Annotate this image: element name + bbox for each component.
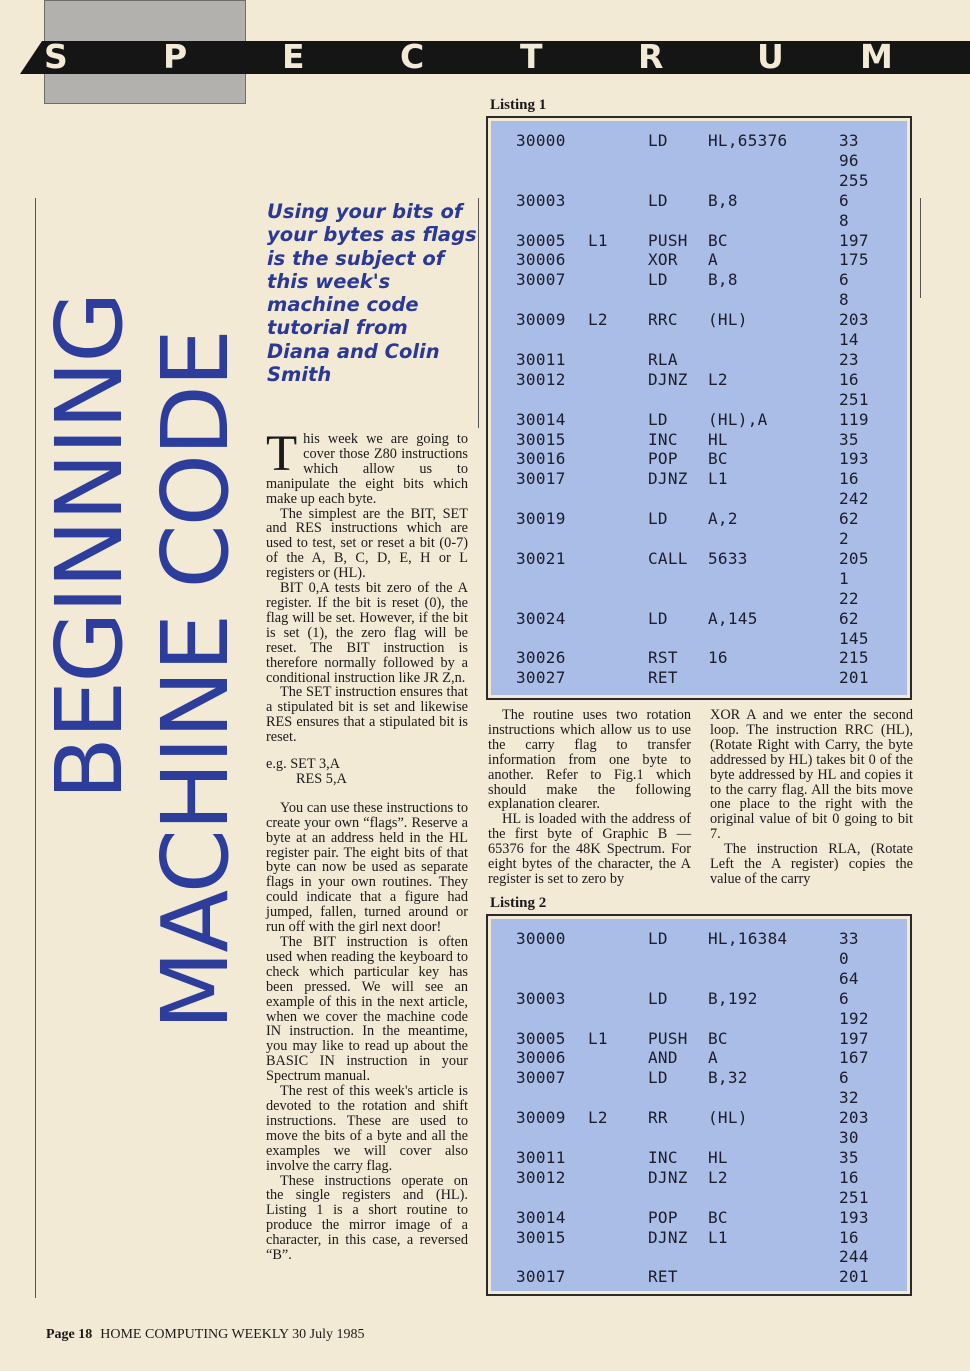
listing-byte: 244: [839, 1247, 869, 1267]
listing-byte: 192: [839, 1008, 869, 1028]
listing-operand: HL,65376: [708, 131, 788, 150]
listing-operand: L2: [708, 1167, 728, 1187]
listing-address: 30026: [516, 648, 566, 668]
listing-byte: 62: [839, 509, 859, 529]
listing-byte: 197: [839, 230, 869, 250]
listing-address: 30021: [516, 548, 566, 568]
banner-letter: T: [520, 37, 543, 76]
listing-byte: 197: [839, 1028, 869, 1048]
listing1-frame: [486, 116, 912, 700]
listing-byte: 1: [839, 568, 849, 588]
listing-byte: 62: [839, 608, 859, 628]
listing-address: 30006: [516, 1048, 566, 1068]
title-beginning: BEGINNING: [36, 293, 143, 800]
listing2-frame: [486, 914, 912, 1296]
listing-byte: 96: [839, 150, 859, 170]
listing-opcode: LD: [648, 988, 668, 1008]
listing-operand: B,192: [708, 988, 758, 1008]
banner-letter: E: [282, 37, 305, 76]
article-paragraph: The SET instruction ensures that a stipulated bit is set and likewise RES ensures that a stipulated bit is reset.: [266, 684, 468, 746]
listing-label: L1: [588, 1028, 608, 1048]
intro-line: Using your bits of: [267, 200, 463, 223]
listing-byte: 8: [839, 290, 849, 310]
banner-letter: R: [638, 37, 664, 76]
intro-line: is the subject of: [267, 246, 445, 270]
listing-address: 30011: [516, 1147, 566, 1167]
listing-opcode: RR: [648, 1108, 668, 1128]
listing-byte: 251: [839, 389, 869, 409]
column-rule: [478, 198, 479, 428]
listing-byte: 215: [839, 648, 869, 668]
listing-opcode: DJNZ: [648, 469, 688, 489]
listing-operand: BC: [708, 1207, 728, 1227]
listing-byte: 6: [839, 988, 849, 1008]
listing-opcode: PUSH: [648, 1028, 688, 1048]
listing-byte: 33: [839, 929, 859, 948]
listing-label: L2: [588, 310, 608, 330]
intro-line: this week's: [267, 269, 391, 293]
listing-address: 30019: [516, 509, 566, 529]
listing1-box: [491, 121, 907, 695]
middle-right-column: [710, 708, 913, 887]
listing-byte: 175: [839, 250, 869, 270]
listing-byte: 145: [839, 628, 869, 648]
listing-byte: 203: [839, 310, 869, 330]
listing-byte: 22: [839, 588, 859, 608]
banner-letter: U: [757, 37, 784, 76]
article-paragraph: These instructions operate on the single registers and (HL). Listing 1 is a short routine to produce the mirror image of a character, in this case, a reversed “B”.: [266, 1172, 468, 1264]
listing-byte: 201: [839, 1267, 869, 1287]
listing-byte: 30: [839, 1128, 859, 1147]
listing-address: 30003: [516, 190, 566, 210]
listing-address: 30015: [516, 1227, 566, 1247]
example-line: RES 5,A: [296, 770, 347, 787]
listing-address: 30007: [516, 1068, 566, 1088]
listing1-title: Listing 1: [490, 97, 547, 113]
listing-label: L1: [588, 230, 608, 250]
listing-opcode: LD: [648, 929, 668, 948]
listing-byte: 203: [839, 1108, 869, 1128]
listing-address: 30027: [516, 668, 566, 688]
right-margin-rule: [920, 198, 921, 298]
listing-address: 30017: [516, 469, 566, 489]
intro-standfirst: [267, 200, 477, 387]
listing-operand: B,8: [708, 190, 738, 210]
listing-operand: A: [708, 250, 718, 270]
article-paragraph: XOR A and we enter the second loop. The instruction RRC (HL), (Rotate Right with Carry, the byte addressed by HL) takes bit 0 of the byte addressed by HL and copies it to the carry flag. All the bits move one place to the right with the original value of bit 0 going to bit 7.: [710, 707, 913, 843]
listing-opcode: LD: [648, 190, 668, 210]
listing-byte: 193: [839, 449, 869, 469]
listing-opcode: XOR: [648, 250, 678, 270]
listing-opcode: LD: [648, 131, 668, 150]
article-column: [266, 426, 468, 1264]
listing2-title: Listing 2: [490, 895, 547, 911]
listing-byte: 6: [839, 1068, 849, 1088]
listing-address: 30005: [516, 1028, 566, 1048]
listing-opcode: CALL: [648, 548, 688, 568]
listing-operand: L1: [708, 469, 728, 489]
listing-opcode: INC: [648, 429, 678, 449]
article-paragraph: This week we are going to cover those Z80 instructions which allow us to manipulate the eight bits which make up each byte.: [266, 426, 468, 507]
listing-byte: 201: [839, 668, 869, 688]
listing2-box: [491, 919, 907, 1291]
listing-opcode: RET: [648, 668, 678, 688]
listing-byte: 6: [839, 190, 849, 210]
listing-operand: BC: [708, 1028, 728, 1048]
listing-operand: L1: [708, 1227, 728, 1247]
listing-byte: 167: [839, 1048, 869, 1068]
listing-byte: 251: [839, 1187, 869, 1207]
article-paragraph: The simplest are the BIT, SET and RES instructions which are used to test, set or reset a bit (0-7) of the A, B, C, D, E, H or L registers or (HL).: [266, 505, 468, 582]
listing-byte: 8: [839, 210, 849, 230]
listing-byte: 32: [839, 1088, 859, 1108]
banner-letter: M: [860, 37, 893, 76]
listing-byte: 33: [839, 131, 859, 150]
listing-operand: B,32: [708, 1068, 748, 1088]
listing-address: 30014: [516, 409, 566, 429]
listing-address: 30000: [516, 131, 566, 150]
listing-operand: A,2: [708, 509, 738, 529]
listing-address: 30003: [516, 988, 566, 1008]
listing-operand: (HL),A: [708, 409, 768, 429]
listing-opcode: LD: [648, 1068, 668, 1088]
listing-address: 30000: [516, 929, 566, 948]
page-footer: [46, 1327, 364, 1343]
listing-byte: 205: [839, 548, 869, 568]
article-paragraph: BIT 0,A tests bit zero of the A register. If the bit is reset (0), the flag will be set. However, if the bit is set (1), the zero flag will be reset. The BIT instruction is therefore normally followed by a conditional instruction like JR Z,n.: [266, 580, 468, 686]
publication-info: HOME COMPUTING WEEKLY 30 July 1985: [100, 1327, 365, 1342]
listing-operand: HL: [708, 429, 728, 449]
intro-line: Diana and Colin: [267, 339, 440, 363]
listing-operand: L2: [708, 369, 728, 389]
listing-address: 30012: [516, 1167, 566, 1187]
listing-address: 30012: [516, 369, 566, 389]
listing-byte: 193: [839, 1207, 869, 1227]
intro-line: machine code: [267, 293, 419, 317]
listing-opcode: DJNZ: [648, 369, 688, 389]
banner-letter: C: [400, 37, 425, 76]
listing-byte: 16: [839, 369, 859, 389]
listing-address: 30017: [516, 1267, 566, 1287]
listing-opcode: RLA: [648, 349, 678, 369]
listing-opcode: POP: [648, 449, 678, 469]
listing-operand: 5633: [708, 548, 748, 568]
listing-opcode: RET: [648, 1267, 678, 1287]
listing-address: 30014: [516, 1207, 566, 1227]
listing-byte: 16: [839, 469, 859, 489]
banner-letter: S: [44, 37, 68, 76]
listing-byte: 23: [839, 349, 859, 369]
listing-byte: 16: [839, 1227, 859, 1247]
article-paragraph: The routine uses two rotation instructions which allow us to use the carry flag to transfer information from one byte to another. Refer to Fig.1 which should make the following explanation clearer.: [488, 707, 691, 813]
listing-opcode: LD: [648, 509, 668, 529]
listing-opcode: INC: [648, 1147, 678, 1167]
listing-operand: BC: [708, 230, 728, 250]
listing-operand: BC: [708, 449, 728, 469]
code-example: [266, 757, 468, 787]
listing-address: 30009: [516, 310, 566, 330]
listing-opcode: LD: [648, 270, 668, 290]
middle-left-column: [488, 708, 691, 887]
listing-operand: A,145: [708, 608, 758, 628]
listing-byte: 255: [839, 170, 869, 190]
example-line: e.g. SET 3,A: [266, 756, 340, 773]
listing-opcode: POP: [648, 1207, 678, 1227]
listing-byte: 119: [839, 409, 869, 429]
listing-operand: (HL): [708, 310, 748, 330]
listing-address: 30024: [516, 608, 566, 628]
listing-address: 30005: [516, 230, 566, 250]
article-paragraph: The instruction RLA, (Rotate Left the A register) copies the value of the carry: [710, 841, 913, 887]
listing-byte: 2: [839, 529, 849, 548]
listing-opcode: AND: [648, 1048, 678, 1068]
page-number: Page 18: [46, 1327, 93, 1342]
intro-line: tutorial from: [267, 316, 408, 340]
listing-operand: (HL): [708, 1108, 748, 1128]
listing-opcode: LD: [648, 409, 668, 429]
listing-byte: 35: [839, 1147, 859, 1167]
article-paragraph: You can use these instructions to create your own “flags”. Reserve a byte at an address held in the HL register pair. The eight bits of that byte can now be used as separate flags in your own routines. They could indicate that a figure had jumped, fallen, turned around or run off with the girl next door!: [266, 799, 468, 936]
listing-operand: 16: [708, 648, 728, 668]
listing-byte: 14: [839, 330, 859, 349]
listing-byte: 6: [839, 270, 849, 290]
listing-opcode: DJNZ: [648, 1227, 688, 1247]
article-paragraph: HL is loaded with the address of the first byte of Graphic B — 65376 for the 48K Spectrum. For eight bytes of the character, the A register is set to zero by: [488, 811, 691, 887]
listing-operand: HL,16384: [708, 929, 788, 948]
listing-opcode: DJNZ: [648, 1167, 688, 1187]
listing-address: 30011: [516, 349, 566, 369]
listing-byte: 0: [839, 948, 849, 968]
listing-operand: B,8: [708, 270, 738, 290]
listing-address: 30006: [516, 250, 566, 270]
listing-label: L2: [588, 1108, 608, 1128]
listing-operand: A: [708, 1048, 718, 1068]
listing-byte: 16: [839, 1167, 859, 1187]
listing-operand: HL: [708, 1147, 728, 1167]
intro-line: your bytes as flags: [267, 223, 477, 247]
listing-opcode: LD: [648, 608, 668, 628]
listing-opcode: RST: [648, 648, 678, 668]
article-paragraph: The BIT instruction is often used when reading the keyboard to check which particular key has been pressed. We will see an example of this in the next article, when we cover the machine code IN instruction. In the meantime, you may like to read up about the BASIC IN instruction in your Spectrum manual.: [266, 934, 468, 1085]
listing-opcode: RRC: [648, 310, 678, 330]
listing-address: 30007: [516, 270, 566, 290]
listing-opcode: PUSH: [648, 230, 688, 250]
listing-address: 30016: [516, 449, 566, 469]
intro-line: Smith: [267, 363, 332, 387]
listing-byte: 35: [839, 429, 859, 449]
listing-byte: 64: [839, 968, 859, 988]
listing-address: 30015: [516, 429, 566, 449]
listing-byte: 242: [839, 489, 869, 509]
article-paragraph: The rest of this week's article is devoted to the rotation and shift instructions. These are used to move the bits of a byte and all the examples we will cover also involve the carry flag.: [266, 1083, 468, 1174]
listing-address: 30009: [516, 1108, 566, 1128]
drop-cap: T: [266, 426, 298, 482]
title-machine-code: MACHINE CODE: [142, 330, 249, 1030]
banner-letter: P: [163, 37, 188, 76]
